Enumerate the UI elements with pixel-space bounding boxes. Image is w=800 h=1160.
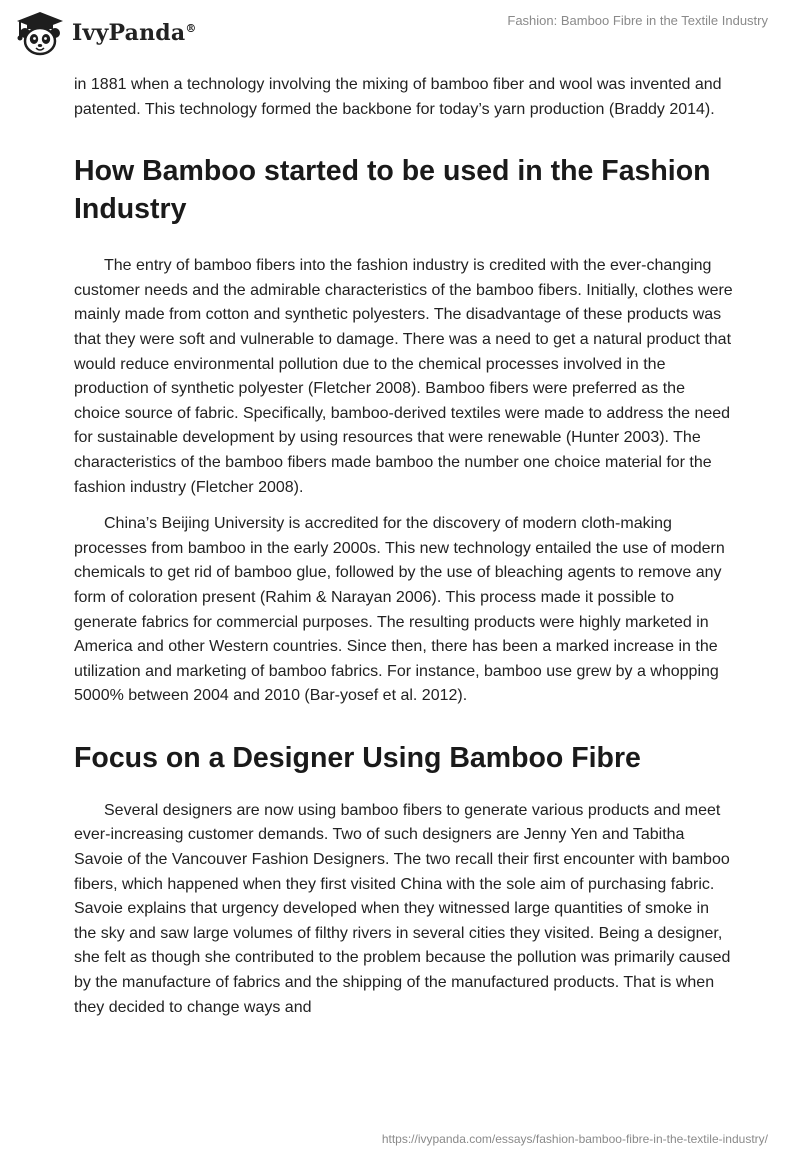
- source-url[interactable]: https://ivypanda.com/essays/fashion-bamboo-fibre-in-the-textile-industry/: [381, 1132, 768, 1146]
- section-heading: Focus on a Designer Using Bamboo Fibre: [74, 741, 641, 774]
- paragraph: Several designers are now using bamboo fibers to generate various products and meet ever-increasing customer demands. Two of such designers are Jenny Yen and Tabitha Savoie of the Vancouver Fashion Designers. The two recall their first encounter with bamboo fibers, which happened when they first visited China with the sole aim of purchasing fabric. Savoie explains that urgency developed when they witnessed large quantities of smoke in the sky and saw large volumes of filthy rivers in several cities they visited. Being a designer, she felt as though she contributed to the problem because the pollution was primarily caused by the manufacture of fabrics and the shipping of the manufactured products. That is when they decided to change ways and: [74, 801, 731, 1016]
- section-heading: How Bamboo started to be used in the Fashion Industry: [74, 155, 711, 226]
- intro-paragraph: in 1881 when a technology involving the mixing of bamboo fiber and wool was invented and patented. This technology formed the backbone for today’s yarn production (Braddy 2014).: [74, 76, 722, 118]
- paragraph: The entry of bamboo fibers into the fashion industry is credited with the ever-changing customer needs and the admirable characteristics of the bamboo fibers. Initially, clothes were mainly made from cotton and synthetic polyesters. The disadvantage of these products was that they were soft and vulnerable to damage. There was a need to get a natural product that would reduce environmental pollution due to the chemical processes involved in the production of synthetic polyester (Fletcher 2008). Bamboo fibers were preferred as the choice source of fabric. Specifically, bamboo-derived textiles were made to address the need for sustainable development by using resources that were renewable (Hunter 2003). The characteristics of the bamboo fibers made bamboo the number one choice material for the fashion industry (Fletcher 2008).: [74, 257, 733, 496]
- paragraph: China’s Beijing University is accredited for the discovery of modern cloth-making processes from bamboo in the early 2000s. This new technology entailed the use of modern chemicals to get rid of bamboo glue, followed by the use of bleaching agents to remove any form of coloration present (Rahim & Narayan 2006). This process made it possible to generate fabrics for commercial purposes. The resulting products were highly marketed in America and other Western countries. Since then, there has been a marked increase in the utilization and marketing of bamboo fabrics. For instance, bamboo use grew by a whopping 5000% between 2004 and 2010 (Bar-yosef et al. 2012).: [74, 515, 725, 705]
- logo[interactable]: [14, 8, 197, 58]
- page-header: [0, 0, 800, 72]
- panda-logo-icon: [14, 10, 66, 56]
- document-title: Fashion: Bamboo Fibre in the Textile Industry: [507, 13, 768, 28]
- logo-text: IvyPanda®: [72, 20, 197, 46]
- essay-content: [74, 73, 734, 1020]
